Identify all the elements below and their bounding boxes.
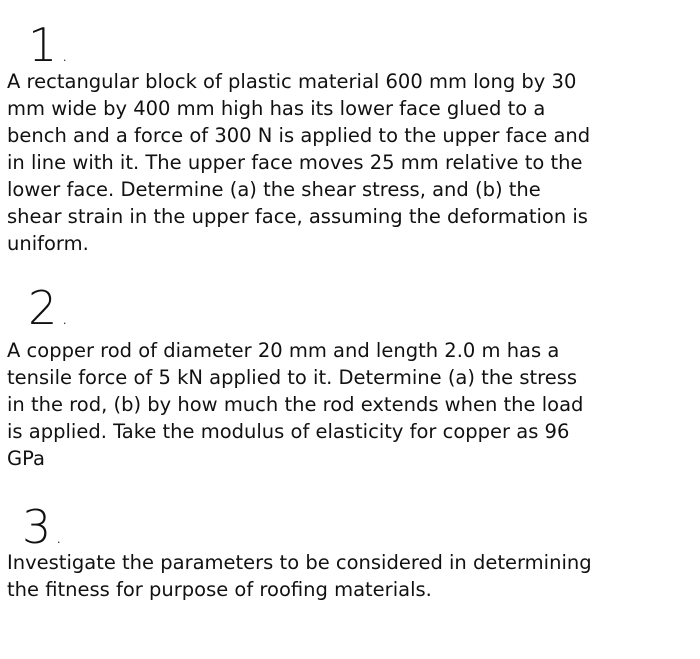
problem-number-1-digit: 1 [28, 18, 58, 72]
problem-number-2 [28, 281, 69, 335]
problem-number-2-dot: . [61, 305, 69, 330]
problem-number-3 [22, 500, 63, 554]
problem-3-text: Investigate the parameters to be considered in determining the fitness for purpose of roofing materials. [7, 551, 592, 601]
problem-number-1 [28, 18, 69, 72]
problem-number-2-digit: 2 [28, 281, 58, 335]
problem-1-text: A rectangular block of plastic material 600 mm long by 30 mm wide by 400 mm high has its lower face glued to a bench and a force of 300 N is applied to the upper face and in line with it. The upper face moves 25 mm relative to the lower face. Determine (a) the shear stress, and (b) the shear strain in the upper face, assuming the deformation is uniform. [7, 70, 591, 255]
problem-number-1-dot: . [61, 42, 69, 67]
problem-number-3-dot: . [55, 524, 63, 549]
problem-2-text: A copper rod of diameter 20 mm and length 2.0 m has a tensile force of 5 kN applied to it. Determine (a) the stress in the rod, (b) by how much the rod extends when the load is applied. Take the modulus of elasticity for copper as 96 GPa [7, 339, 584, 470]
problem-number-3-digit: 3 [22, 500, 52, 554]
